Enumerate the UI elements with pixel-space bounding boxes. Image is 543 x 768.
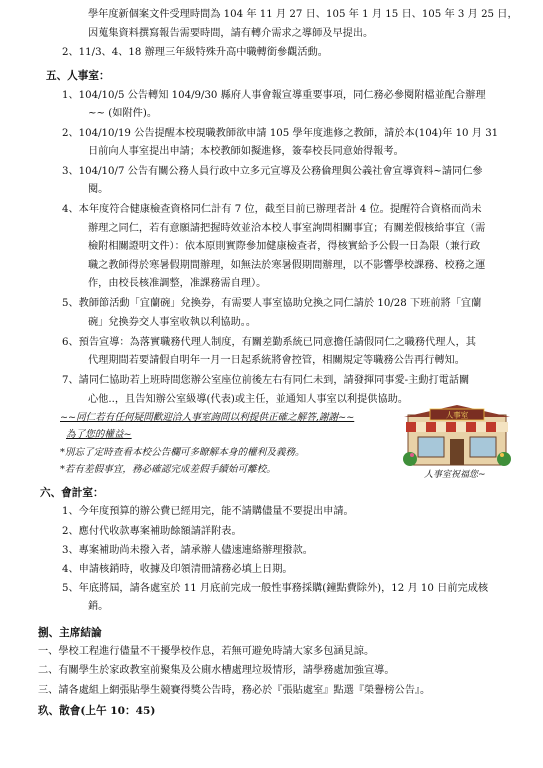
contact-note: ~~同仁若有任何疑問歡迎洽人事室詢問以利提供正確之解答,謝謝~~ [60,412,355,423]
text-line: 辦理之同仁，若有意願請把握時效並洽本校人事室詢問相關事宜；有關差假核給事宜（需 [88,223,486,234]
list-item: 2、104/10/19 公告提醒本校現職教師欲申請 105 學年度進修之教師，請於本(104)年 10 月 31 [62,128,499,139]
shop-illustration [400,405,514,469]
section-heading-personnel: 五、人事室： [46,70,110,82]
text-line: 銷。 [88,601,109,612]
list-item: 3、專案補助尚未撥入者，請承辦人儘速連絡辦理撥款。 [62,545,313,556]
text-line: 職之教師得於寒暑假期間辦理，如無法於寒暑假期間辦理，以不影響學校課務、校務之運 [88,260,486,271]
text-line: 日前向人事室提出申請；本校教師如擬進修，簽奉校長同意始得報考。 [88,146,404,157]
conclusion-item: 二、有關學生於家政教室前聚集及公廁水槽處理垃圾情形，請學務處加強宣導。 [38,665,395,676]
rights-heading: 為了您的權益~ [66,429,132,440]
shop-sign-text: 人事室 [445,410,469,420]
text-line: 閱。 [88,184,109,195]
list-item: 7、請同仁協助若上班時間您辦公室座位前後左右有同仁未到，請發揮同事愛-主動打電話關 [62,375,470,386]
adjournment: 玖、散會(上午 10：45) [38,705,156,717]
list-item: 6、預告宣導：為落實職務代理人制度，有關差勤系統已同意擔任請假同仁之職務代理人，其 [62,337,476,348]
section-heading-conclusion: 捌、主席結論 [38,627,102,639]
reminder-line: *若有差假事宜，務必確認完成差假手續始可離校。 [60,464,276,475]
list-item: 5、教師節活動「宜蘭碗」兌換券，有需要人事室協助兌換之同仁請於 10/28 下班前將「宜蘭 [62,298,482,309]
list-item: 2、應付代收款專案補助餘額請詳附表。 [62,526,242,537]
text-line: 學年度新個案文件受理時間為 104 年 11 月 27 日、105 年 1 月 15 日、105 年 3 月 25 日， [88,9,518,20]
conclusion-item: 三、請各處組上網張貼學生競賽得獎公告時，務必於『張貼處室』點選『榮譽榜公告』。 [38,685,431,696]
list-item: 3、104/10/7 公告有關公務人員行政中立多元宣導及公務倫理與公義社會宣導資料~請同仁參 [62,166,483,177]
list-item: 2、11/3、4、18 辦理三年級特殊升高中職轉銜參觀活動。 [62,47,328,58]
reminder-line: *別忘了定時查看本校公告欄可多瞭解本身的權利及義務。 [60,447,305,458]
text-line: 檢附相關證明文件）：依本原則實際參加健康檢查者，得核實給予公假一日為限（兼行政 [88,241,481,252]
conclusion-item: 一、學校工程進行儘量不干擾學校作息，若無可避免時請大家多包涵見諒。 [38,646,375,657]
list-item: 5、年底將屆，請各處室於 11 月底前完成一般性事務採購(鐘點費除外)，12 月 10 日前完成核 [62,583,489,594]
list-item: 4、申請核銷時，收據及印領清冊請務必填上日期。 [62,564,293,575]
shop-caption: 人事室祝福您~ [424,470,486,480]
text-line: ~~ (如附件)。 [88,108,158,119]
text-line: 作，由校長核准調整，准課務需自理）。 [88,278,267,289]
text-line: 代理期間若要請假自明年一月一日起系統將會控管，相關規定等職務公告再行轉知。 [88,355,465,366]
list-item: 1、104/10/5 公告轉知 104/9/30 縣府人事會報宣導重要事項，同仁務必參閱附檔並配合辦理 [62,90,486,101]
text-line: 因蒐集資料撰寫報告需要時間，請有轉介需求之導師及早提出。 [88,28,374,39]
text-line: 碗」兌換券交人事室收執以利協助。。 [88,317,257,328]
list-item: 4、本年度符合健康檢查資格同仁計有 7 位，截至目前已辦理者計 4 位。提醒符合資格而尚未 [62,204,482,215]
text-line: 心他..，且告知辦公室級導(代表)或主任，並通知人事室以利提供協助。 [88,394,409,405]
list-item: 1、今年度預算的辦公費已經用完，能不請購儘量不要提出申請。 [62,506,354,517]
awning [406,422,508,432]
section-heading-accounting: 六、會計室： [40,487,104,499]
